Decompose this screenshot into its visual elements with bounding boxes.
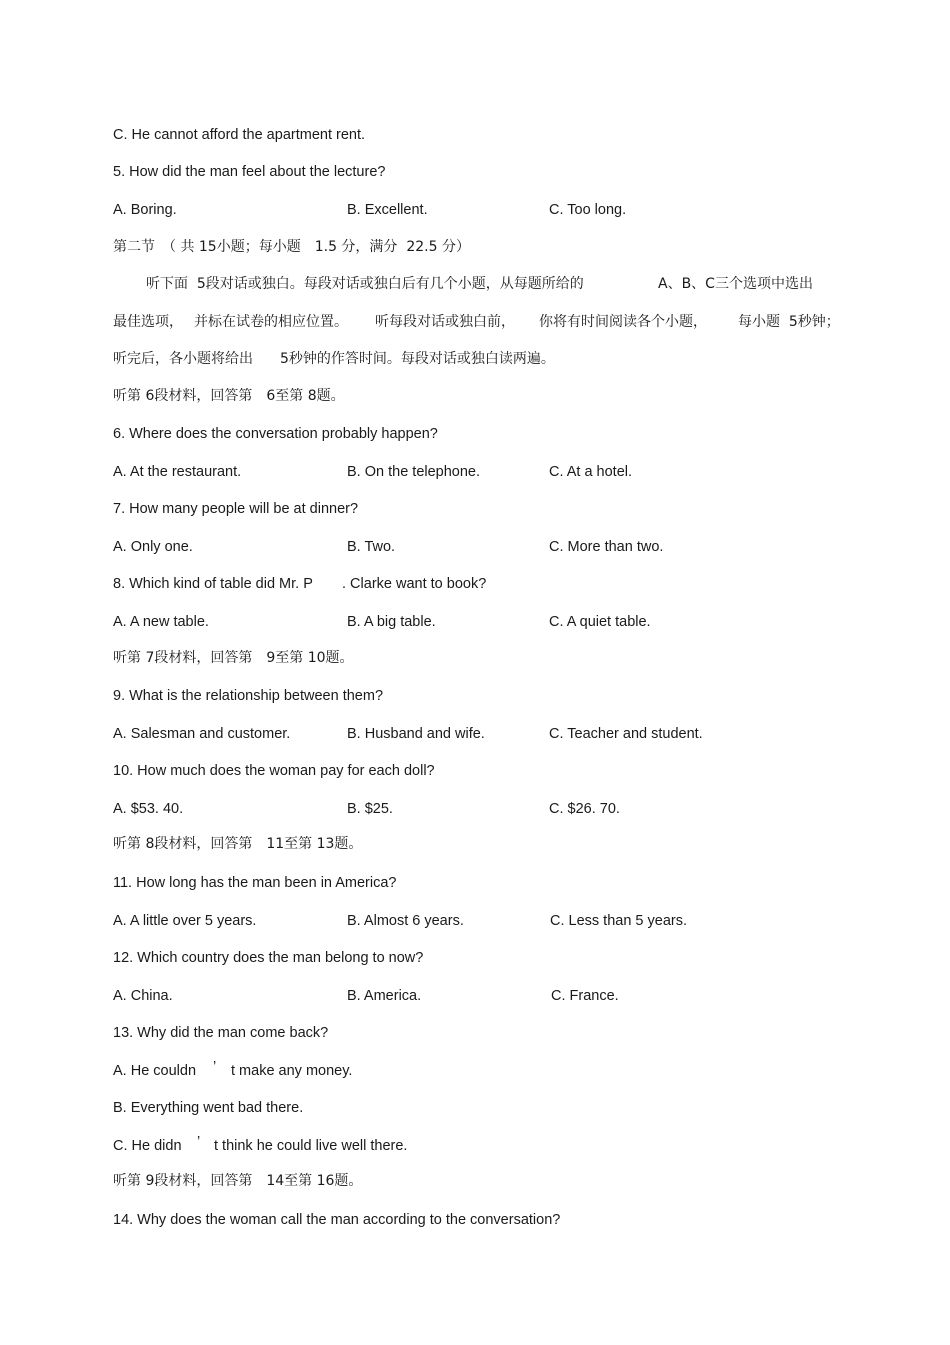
question-5: 5. How did the man feel about the lecture? xyxy=(113,164,386,180)
answer-option: C. He cannot afford the apartment rent. xyxy=(113,127,366,143)
option-b: B. America. xyxy=(347,988,422,1004)
option-b: B. Husband and wife. xyxy=(347,726,485,742)
option-c: C. Teacher and student. xyxy=(549,726,703,742)
option-a: A. Boring. xyxy=(113,202,177,218)
option-b: B. Excellent. xyxy=(347,202,428,218)
apostrophe: ’ xyxy=(213,1059,217,1075)
apostrophe: ’ xyxy=(197,1134,201,1150)
option-c: C. Too long. xyxy=(549,202,627,218)
instruction-text: 听下面 5段对话或独白。每段对话或独白后有几个小题，从每题所给的 xyxy=(146,276,584,292)
passage-heading: 听第 9段材料，回答第 14至第 16题。 xyxy=(113,1173,363,1189)
option-b: B. A big table. xyxy=(347,614,436,630)
option-c: C. More than two. xyxy=(549,539,664,555)
option-a: A. A little over 5 years. xyxy=(113,913,257,929)
option-a: A. China. xyxy=(113,988,173,1004)
option-c: C. France. xyxy=(551,988,619,1004)
option-a: A. Only one. xyxy=(113,539,193,555)
question-7: 7. How many people will be at dinner? xyxy=(113,501,359,517)
question-6: 6. Where does the conversation probably happen? xyxy=(113,426,438,442)
option-c-continued: t think he could live well there. xyxy=(214,1138,408,1154)
option-c: C. Less than 5 years. xyxy=(550,913,688,929)
question-9: 9. What is the relationship between them? xyxy=(113,688,384,704)
instruction-text: 5秒钟的作答时间。每段对话或独白读两遍。 xyxy=(280,351,555,367)
option-a: A. At the restaurant. xyxy=(113,464,242,480)
option-b: B. Almost 6 years. xyxy=(347,913,464,929)
question-8: 8. Which kind of table did Mr. P xyxy=(113,576,313,592)
option-a: A. A new table. xyxy=(113,614,209,630)
instruction-text: 听每段对话或独白前， xyxy=(375,314,515,330)
question-14: 14. Why does the woman call the man according to the conversation? xyxy=(113,1212,561,1228)
option-b: B. On the telephone. xyxy=(347,464,481,480)
option-b: B. $25. xyxy=(347,801,393,817)
instruction-text: A、B、C三个选项中选出 xyxy=(658,276,813,292)
option-a: A. Salesman and customer. xyxy=(113,726,291,742)
instruction-text: 最佳选项， xyxy=(113,314,183,330)
option-b: B. Everything went bad there. xyxy=(113,1100,304,1116)
instruction-text: 每小题 5秒钟； xyxy=(738,314,840,330)
instruction-text: 并标在试卷的相应位置。 xyxy=(194,314,348,330)
option-b: B. Two. xyxy=(347,539,396,555)
option-a: A. $53. 40. xyxy=(113,801,184,817)
option-c: C. A quiet table. xyxy=(549,614,651,630)
question-13: 13. Why did the man come back? xyxy=(113,1025,329,1041)
question-8-continued: . Clarke want to book? xyxy=(342,576,487,592)
passage-heading: 听第 6段材料，回答第 6至第 8题。 xyxy=(113,388,345,404)
section-title: 第二节 （ 共 15小题；每小题 1.5 分，满分 22.5 分） xyxy=(113,239,470,255)
option-a-continued: t make any money. xyxy=(231,1063,353,1079)
instruction-text: 听完后，各小题将给出 xyxy=(113,351,253,367)
question-12: 12. Which country does the man belong to now? xyxy=(113,950,424,966)
option-c: C. At a hotel. xyxy=(549,464,633,480)
instruction-text: 你将有时间阅读各个小题， xyxy=(539,314,707,330)
passage-heading: 听第 8段材料，回答第 11至第 13题。 xyxy=(113,836,363,852)
option-c: C. $26. 70. xyxy=(549,801,620,817)
option-c: C. He didn xyxy=(113,1138,182,1154)
passage-heading: 听第 7段材料，回答第 9至第 10题。 xyxy=(113,650,354,666)
question-11: 11. How long has the man been in America? xyxy=(113,875,397,891)
question-10: 10. How much does the woman pay for each doll? xyxy=(113,763,435,779)
option-a: A. He couldn xyxy=(113,1063,197,1079)
